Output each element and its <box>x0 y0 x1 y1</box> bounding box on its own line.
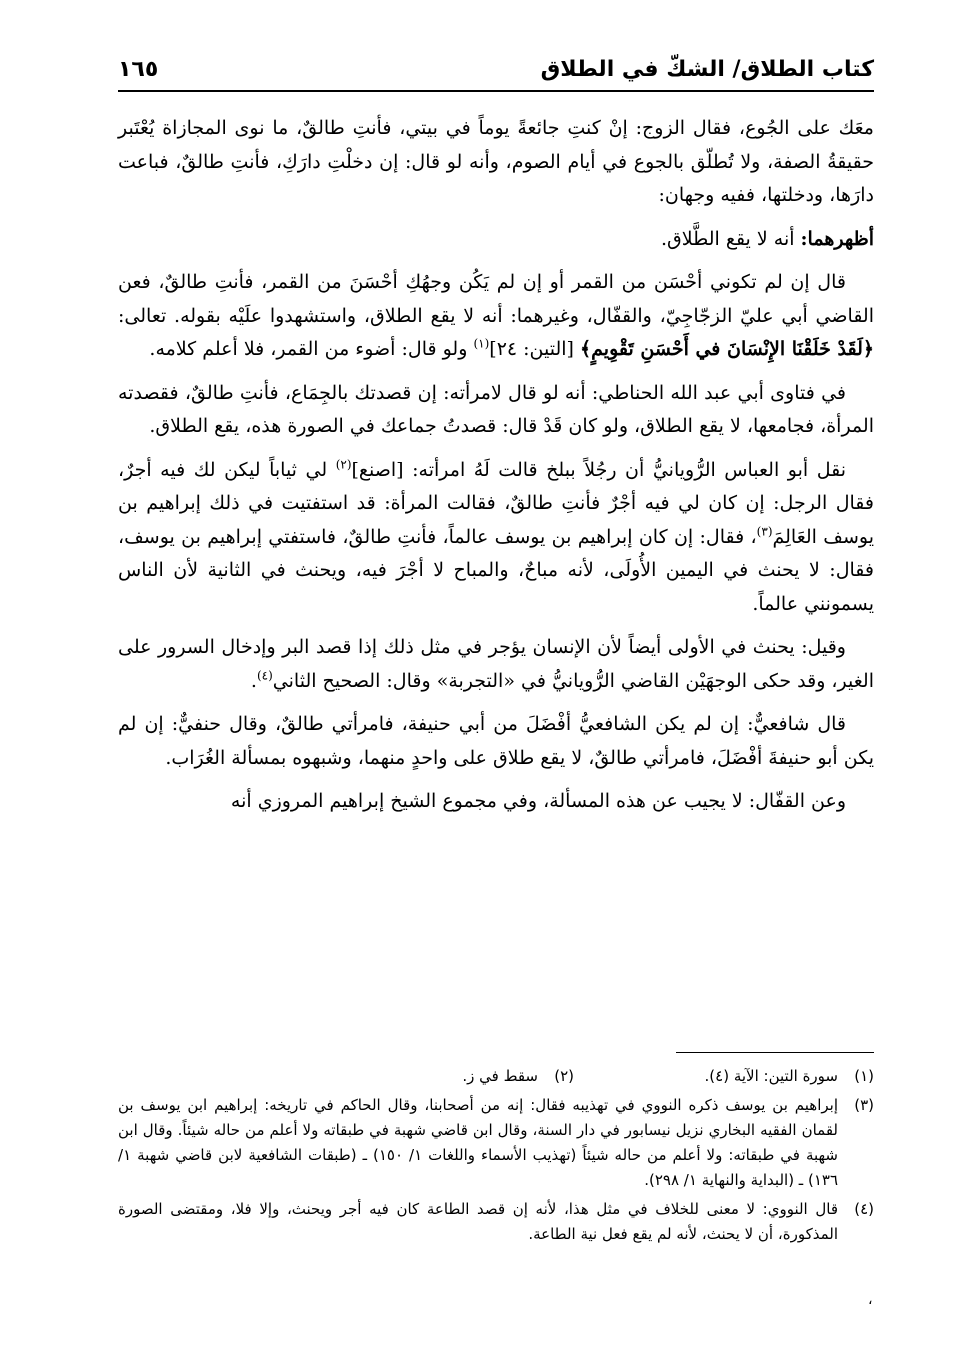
paragraph <box>118 708 874 775</box>
footnote-item <box>574 1064 874 1089</box>
paragraph <box>118 785 874 819</box>
text-run: نقل أبو العباس الرُّويانيُّ أن رجُلاً ببلخ قالت لَهُ امرأته: [اصنع] <box>351 458 846 481</box>
text-run: وقيل: يحنث في الأولى أيضاً لأن الإنسان يؤجر في مثل ذلك إذا قصد البر وإدخال السرور على الغير، وقد حكى الوجهَيْن القاضي الرُّويانيُّ في «التجربة» وقال: الصحيح الثاني <box>118 636 874 692</box>
paragraph <box>118 377 874 444</box>
paragraph <box>118 454 874 622</box>
footnote-marker: (١) <box>473 336 490 351</box>
text-run: معَك على الجُوع، فقال الزوج: إنْ كنتِ جائعةً يوماً في بيتي، فأنتِ طالقٌ، ما نوى المجازاة يُعْتَبر حقيقةُ الصفة، ولا تُطلّق بالجوع في أيام الصوم، وأنه لو قال: إن دخلْتِ دارَكِ، فأنتِ طالقٌ، فباعت دارَها، ودخلتها، ففيه وجهان: <box>118 117 874 206</box>
footnote-number: (٣) <box>854 1096 874 1114</box>
text-run: ولو قال: أضوء من القمر، فلا أعلم كلامه. <box>149 338 474 360</box>
bold-lead: أظهرهما: <box>800 227 874 250</box>
page-number: ١٦٥ <box>118 57 159 82</box>
footnote-item <box>274 1064 574 1089</box>
text-run: لي ثياباً ليكن لك فيه أجرٌ، فقال الرجل: إن كان لي فيه أجْرٌ فأنتِ طالقٌ، فقالت المرأة: قد استفتيت في ذلك إبراهيم بن يوسف العَالِمَ <box>118 458 874 548</box>
text-run: ، فقال: إن كان إبراهيم بن يوسف عالماً، فأنتِ طالقٌ، فاستفتي إبراهيم بن يوسف، فقال: لا يحنث في اليمين الأُولَى، لأنه مباحٌ، والمباح لا أجْرَ فيه، ويحنث في الثانية لأن الناس يسمونني عالماً. <box>118 525 874 615</box>
text-run: قال إن لم تكوني أحْسَن من القمر أو إن لم يَكُن وجهُكِ أحْسَنَ من القمر، فأنتِ طالقٌ، فعن القاضي أبي عليّ الزجّاجِيّ، والقفّال، وغيرهما: أنه لا يقع الطلاق، واستشهدوا علَيْه بقوله. تعالى: <box>118 271 874 327</box>
footnote-text: إبراهيم بن يوسف ذكره النووي في تهذيبه فقال: إنه من أصحابنا، وقال الحاكم في تاريخه: إبراهيم ابن يوسف بن لقمان الفقيه البخاري نزيل نيسابور في دار السنة، وقال ابن قاضي شهبة في طبقاته ولا أعلم من حاله شيئاً. وقال ابن شهبة في طبقاته: ولا أعلم من حاله شيئاً (تهذيب الأسماء واللغات ١/ ١٥٠) ـ (طبقات الشافعية لابن قاضي شهبة ١/ ١٣٦) ـ (البداية والنهاية ١/ ٢٩٨). <box>118 1096 838 1189</box>
text-run: في فتاوى أبي عبد الله الحناطي: أنه لو قال لامرأته: إن قصدتك بالجِمَاع، فأنتِ طالقٌ، فقصدته المرأة، فجامعها، لا يقع الطلاق، ولو كان قَدْ قال: قصدتُ جماعك في الصورة هذه، يقع الطلاق. <box>118 381 874 437</box>
page-header <box>118 44 874 84</box>
footnote-text: سورة التين: الآية (٤). <box>704 1067 838 1085</box>
footnote-item <box>118 1197 874 1247</box>
footnote-rule <box>676 1052 874 1053</box>
paragraph <box>118 223 874 257</box>
paragraph <box>118 631 874 698</box>
footnotes <box>118 1064 874 1251</box>
footnote-number: (٤) <box>854 1200 874 1218</box>
text-run: أنه لا يقع الطَّلاق. <box>661 227 801 250</box>
footnote-number: (١) <box>854 1067 874 1085</box>
header-rule <box>118 90 874 92</box>
text-run: وعن القفّال: لا يجيب عن هذه المسألة، وفي مجموع الشيخ إبراهيم المروزي أنه <box>230 790 846 812</box>
text-run: قال شافعيٌّ: إن لم يكن الشافعيُّ أفْضَلَ من أبي حنيفة، فامرأتي طالقٌ، وقال حنفيٌّ: إن لم يكن أبو حنيفةَ أفْضَلَ، فامرأتي طالقٌ، لا يقع طلاق على واحدٍ منهما، وشبهوه بمسألة الغُرَاب. <box>118 713 874 769</box>
text-run: . <box>250 669 257 692</box>
corner-mark: ، <box>868 1292 873 1308</box>
footnote-marker: (٣) <box>756 524 773 539</box>
paragraph <box>118 266 874 367</box>
footnote-marker: (٢) <box>335 457 352 472</box>
footnote-text: قال النووي: لا معنى للخلاف في مثل هذا، لأنه إن قصد الطاعة كان فيه أجر ويحنث، وإلا فلا، ومقتضى الصورة المذكورة، أن لا يحنث، لأنه لم يقع فعل نية الطاعة. <box>118 1200 838 1243</box>
running-title: كتاب الطلاق/ الشكّ في الطلاق <box>540 57 874 82</box>
footnote-number: (٢) <box>554 1067 574 1085</box>
footnote-item <box>118 1093 874 1193</box>
footnote-marker: (٤) <box>256 668 273 683</box>
paragraph <box>118 112 874 213</box>
quran-verse: ﴿لَقَدْ خَلَقْنَا الإِنْسَانَ في أَحْسَنِ تَقْوِيمٍ﴾ <box>580 338 874 360</box>
footnote-text: سقط في ز. <box>462 1067 538 1085</box>
main-text <box>118 112 874 829</box>
footnote-row-short <box>118 1064 874 1089</box>
text-run: [التين: ٢٤] <box>489 338 581 360</box>
